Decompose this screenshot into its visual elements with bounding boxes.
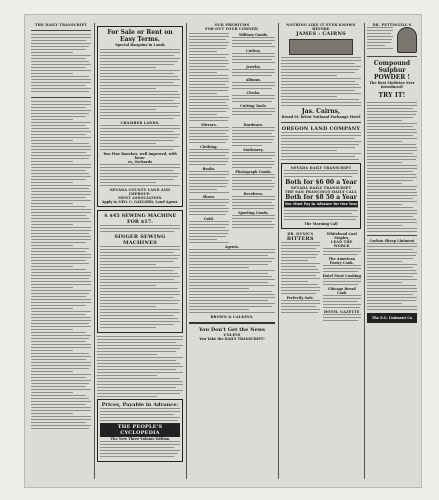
both-for-6-heading: Both for $6 00 a Year [285,179,357,186]
cyclopedia-edition: The New Three-Volume Edition [110,437,170,441]
best-medicine-heading: The Best Medicine Ever Introduced! [369,81,415,89]
news-heading: You Don't Get the News [199,327,265,333]
mirrors-heading: Mirrors. [201,123,217,127]
transcript-heading-2: NEVADA DAILY TRANSCRIPT [290,186,352,190]
albums-heading: Albums. [245,78,262,82]
staples-heading: Staples, [334,236,350,240]
liniment-co-heading: The S.G. Liniment Co [371,316,413,320]
chamber-lands-heading: CHAMBER LANDS. [120,121,160,125]
morning-call-heading: The Morning Call [304,222,338,226]
land-sale-heading: For Sale or Rent on Easy Terms. [107,29,173,43]
stationery-heading: Stationery. [243,148,264,152]
sheep-liniment-heading: Carbon Sheep Liniment [369,239,415,243]
column-3 [189,23,275,479]
transcript-heading-1: NEVADA DAILY TRANSCRIPT [290,166,352,170]
shoes-heading: Shoes. [202,195,216,199]
newspaper-page [24,14,422,488]
association-heading: NEVADA COUNTY LAND AND IMPROVE- [109,188,171,196]
both-for-850-heading: Both for $8 50 a Year [285,194,357,201]
dr-dunn-heading: DR. DUNN'S [287,232,314,236]
column-1-text [31,101,91,429]
wagon-illustration [289,39,353,55]
gold-heading: Gold. [203,217,214,221]
bread-cook-heading: Chicago Bread Cook [327,287,356,295]
column-5 [367,23,417,479]
corner-heading: FOR OUT YOUR CORNER! [205,27,259,31]
hotel-gazette-heading: HOTEL GAZETTE [323,310,360,314]
sewing-offer-heading: A $45 SEWING MACHINE FOR $17. [103,213,177,225]
clocks-heading: Clocks. [246,91,261,95]
clothing-heading: Clothing. [200,145,218,149]
cutting-tools-heading: Cutting Tools. [240,104,267,108]
bargains-heading: Special Bargains in Lands [115,43,165,47]
oregon-land-heading: OREGON LAND COMPANY [281,126,361,132]
sf-call-heading: THE SAN FRANCISCO DAILY CALL [285,190,357,194]
subscription-advert [281,163,361,229]
pastry-cook-heading: The American Pastry Cook. [328,257,355,265]
column-2 [97,23,183,479]
pettingill-heading: DR. PETTINGILL'S [372,23,412,27]
agent-contact: Apply to GEO. C. GAYLORD, Land Agent. [101,200,179,204]
bitters-heading: BITTERS [286,236,314,242]
prices-heading: Prices, Payable in Advance: [101,402,179,408]
portrait-engraving [397,27,417,53]
column-1 [31,23,91,479]
liniment-co-advert [367,313,417,323]
hardware-heading: Hardware. [243,123,264,127]
land-sale-advert [97,26,183,207]
books-heading: Books. [202,167,216,171]
sporting-goods-heading: Sporting Goods. [238,211,269,215]
ranches-heading: Two Fine Ranches, well improved, with hous- [103,152,177,160]
rail-timetable-text [31,34,91,94]
lead-world-heading: LEAD THE WORLD [330,240,353,248]
hotel-meat-heading: Hotel Meat Cooking [322,274,361,278]
premium-list [189,33,275,123]
photograph-goods-heading: Photograph Goods. [235,170,272,174]
perfectly-safe: Perfectly Safe. [286,296,315,300]
cairns-heading: JAMES : CAIRNS [296,31,346,37]
premiums-heading: OUR PREMIUMS [214,23,250,27]
singer-heading: SINGER SEWING MACHINES [114,234,166,246]
military-goods-heading: Military Goods. [238,33,269,37]
unless-heading: UNLESS [223,333,241,337]
orchards-heading: es, Orchards [128,160,152,164]
agents-heading: Agents. [224,245,240,249]
cyclopedia-advert [97,399,183,462]
sulphur-powder-heading: Compound Sulphur POWDER ! [373,60,411,81]
association-subheading: MENT ASSOCIATION [118,196,162,200]
nothing-like-heading: NOTHING LIKE IT EVER KNOWN BEFORE [286,23,356,31]
pay-in-advance: You Must Pay in Advance for One Year [284,202,358,206]
column-4 [281,23,361,479]
jewelry-heading: Jewelry. [246,65,261,69]
cutlery-heading: Cutlery. [246,49,261,53]
take-transcript-heading: You Take the DAILY TRANSCRIPT! [199,337,265,341]
jas-cairns-heading: Jas. Cairns, [301,108,341,115]
masthead: THE DAILY TRANSCRIPT [34,23,88,27]
revolvers-heading: Revolvers. [243,192,264,196]
cyclopedia-heading: THE PEOPLE'S CYCLOPEDIA [100,423,180,437]
try-it-heading: TRY IT! [378,92,406,99]
cairns-address: Broad St. below National Exchange Hotel [281,115,361,119]
sewing-machine-advert [97,210,183,333]
brown-calkins-signature: BROWN & CALKINS. [210,315,254,319]
whitehead-coal-heading: Whitehead Coal [326,232,357,236]
